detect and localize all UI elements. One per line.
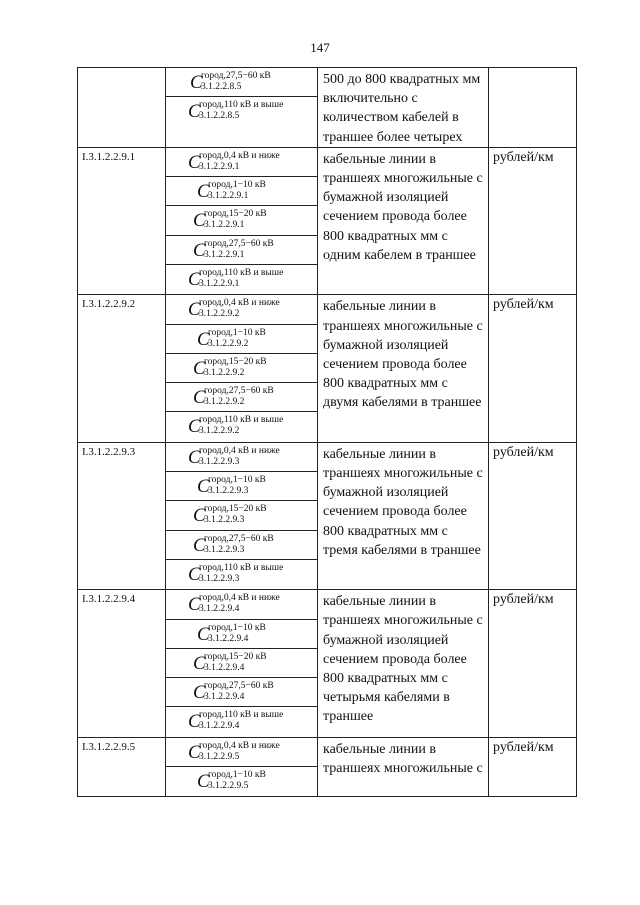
formula-line xyxy=(166,443,317,472)
table-row xyxy=(78,295,577,442)
formula-superscript: город,27,5−60 кВ xyxy=(204,386,274,397)
formula-line xyxy=(166,68,317,97)
formula-symbol: C xyxy=(197,476,210,498)
formula-line xyxy=(166,206,317,235)
tariff-table-body xyxy=(78,68,577,797)
formula-subscript: 3.1.2.2.9.1 xyxy=(199,279,240,289)
table-row xyxy=(78,442,577,589)
formula-superscript: город,27,5−60 кВ xyxy=(204,238,274,249)
formula-subscript: 3.1.2.2.9.3 xyxy=(204,515,245,526)
table-row xyxy=(78,68,577,148)
row-description: 500 до 800 квадратных мм включительно с количеством кабелей в траншее более четырех xyxy=(318,68,489,148)
formula-subscript: 3.1.2.2.9.4 xyxy=(204,662,245,673)
formula-symbol: C xyxy=(193,682,206,704)
formula-superscript: город,1−10 кВ xyxy=(208,180,266,191)
formula-superscript: город,0,4 кВ и ниже xyxy=(199,740,280,751)
row-description: кабельные линии в траншеях многожильные с бумажной изоляцией сечением провода более 800 квадратных мм с одним кабелем в траншее xyxy=(318,147,489,294)
formula-subscript: 3.1.2.2.9.3 xyxy=(208,486,249,497)
formula-line xyxy=(166,97,317,126)
formula-symbol: C xyxy=(188,594,201,616)
formula-line xyxy=(166,501,317,530)
formula-line xyxy=(166,472,317,501)
formula-superscript: город,1−10 кВ xyxy=(208,622,266,633)
formula-superscript: город,27,5−60 кВ xyxy=(204,533,274,544)
formula-subscript: 3.1.2.2.9.2 xyxy=(204,367,245,378)
formula-superscript: город,110 кВ и выше xyxy=(199,710,284,721)
formula-symbol: C xyxy=(188,741,201,763)
formula-subscript: 3.1.2.2.9.3 xyxy=(199,456,240,467)
formula-line xyxy=(166,177,317,206)
formula-subscript: 3.1.2.2.9.2 xyxy=(204,397,245,408)
formula-subscript: 3.1.2.2.9.1 xyxy=(204,249,245,260)
formula-subscript: 3.1.2.2.9.1 xyxy=(208,191,249,202)
formula-superscript: город,110 кВ и выше xyxy=(199,100,284,111)
row-description: кабельные линии в траншеях многожильные с xyxy=(318,737,489,797)
table-row xyxy=(78,590,577,737)
formula-line xyxy=(166,265,317,294)
page-number: 147 xyxy=(310,40,330,55)
row-code: I.3.1.2.2.9.1 xyxy=(78,147,166,294)
formula-line xyxy=(166,649,317,678)
formula-superscript: город,15−20 кВ xyxy=(204,651,267,662)
row-unit: рублей/км xyxy=(489,147,577,294)
formula-cell xyxy=(166,442,318,589)
formula-line xyxy=(166,325,317,354)
formula-symbol: C xyxy=(193,505,206,527)
row-description: кабельные линии в траншеях многожильные с бумажной изоляцией сечением провода более 800 квадратных мм с двумя кабелями в траншее xyxy=(318,295,489,442)
formula-line xyxy=(166,354,317,383)
row-description: кабельные линии в траншеях многожильные с бумажной изоляцией сечением провода более 800 квадратных мм с четырьмя кабелями в траншее xyxy=(318,590,489,737)
formula-symbol: C xyxy=(188,151,201,173)
formula-line xyxy=(166,236,317,265)
formula-symbol: C xyxy=(188,299,201,321)
formula-symbol: C xyxy=(193,239,206,261)
formula-superscript: город,110 кВ и выше xyxy=(199,415,284,426)
formula-subscript: 3.1.2.2.8.5 xyxy=(199,111,240,122)
formula-line xyxy=(166,707,317,736)
formula-subscript: 3.1.2.2.9.2 xyxy=(199,309,240,320)
formula-line xyxy=(166,295,317,324)
formula-line xyxy=(166,678,317,707)
formula-superscript: город,15−20 кВ xyxy=(204,209,267,220)
row-description: кабельные линии в траншеях многожильные с бумажной изоляцией сечением провода более 800 квадратных мм с тремя кабелями в траншее xyxy=(318,442,489,589)
formula-symbol: C xyxy=(197,623,210,645)
formula-subscript: 3.1.2.2.9.2 xyxy=(208,338,249,349)
formula-symbol: C xyxy=(193,534,206,556)
formula-cell xyxy=(166,590,318,737)
formula-cell xyxy=(166,295,318,442)
row-code: I.3.1.2.2.9.2 xyxy=(78,295,166,442)
formula-subscript: 3.1.2.2.9.4 xyxy=(199,604,240,615)
formula-line xyxy=(166,560,317,589)
formula-symbol: C xyxy=(188,446,201,468)
formula-subscript: 3.1.2.2.9.1 xyxy=(199,161,240,172)
tariff-table xyxy=(77,67,577,797)
formula-symbol: C xyxy=(188,269,201,290)
formula-superscript: город,0,4 кВ и ниже xyxy=(199,445,280,456)
formula-subscript: 3.1.2.2.9.5 xyxy=(208,781,249,792)
formula-superscript: город,110 кВ и выше xyxy=(199,268,284,278)
formula-line xyxy=(166,383,317,412)
formula-line xyxy=(166,412,317,441)
formula-symbol: C xyxy=(197,328,210,350)
formula-superscript: город,15−20 кВ xyxy=(204,504,267,515)
formula-subscript: 3.1.2.2.9.4 xyxy=(204,692,245,703)
formula-symbol: C xyxy=(188,416,201,438)
formula-superscript: город,27,5−60 кВ xyxy=(201,71,271,81)
formula-line xyxy=(166,148,317,177)
formula-subscript: 3.1.2.2.9.2 xyxy=(199,426,240,437)
formula-symbol: C xyxy=(188,101,201,123)
formula-superscript: город,1−10 кВ xyxy=(208,327,266,338)
formula-symbol: C xyxy=(193,357,206,379)
formula-line xyxy=(166,531,317,560)
formula-subscript: 3.1.2.2.9.1 xyxy=(204,220,245,231)
formula-superscript: город,1−10 кВ xyxy=(208,770,266,781)
formula-superscript: город,1−10 кВ xyxy=(208,475,266,486)
formula-cell xyxy=(166,737,318,797)
formula-symbol: C xyxy=(197,181,210,203)
row-code: I.3.1.2.2.9.3 xyxy=(78,442,166,589)
formula-superscript: город,0,4 кВ и ниже xyxy=(199,298,280,309)
formula-subscript: 3.1.2.2.9.4 xyxy=(208,633,249,644)
formula-symbol: C xyxy=(193,387,206,409)
formula-symbol: C xyxy=(193,210,206,232)
row-unit: рублей/км xyxy=(489,590,577,737)
formula-line xyxy=(166,767,317,796)
formula-subscript: 3.1.2.2.9.3 xyxy=(204,544,245,555)
row-unit xyxy=(489,68,577,148)
formula-symbol: C xyxy=(193,652,206,674)
row-unit: рублей/км xyxy=(489,442,577,589)
table-row xyxy=(78,147,577,294)
formula-subscript: 3.1.2.2.9.5 xyxy=(199,751,240,762)
formula-symbol: C xyxy=(190,72,203,93)
row-unit: рублей/км xyxy=(489,737,577,797)
formula-superscript: город,15−20 кВ xyxy=(204,356,267,367)
formula-line xyxy=(166,590,317,619)
formula-subscript: 3.1.2.2.8.5 xyxy=(201,82,242,92)
formula-subscript: 3.1.2.2.9.3 xyxy=(199,573,240,584)
formula-superscript: город,0,4 кВ и ниже xyxy=(199,593,280,604)
row-code: I.3.1.2.2.9.5 xyxy=(78,737,166,797)
row-unit: рублей/км xyxy=(489,295,577,442)
formula-symbol: C xyxy=(188,711,201,733)
formula-superscript: город,110 кВ и выше xyxy=(199,562,284,573)
formula-superscript: город,27,5−60 кВ xyxy=(204,681,274,692)
formula-subscript: 3.1.2.2.9.4 xyxy=(199,721,240,732)
table-row xyxy=(78,737,577,797)
formula-line xyxy=(166,620,317,649)
formula-symbol: C xyxy=(188,563,201,585)
formula-cell xyxy=(166,147,318,294)
formula-superscript: город,0,4 кВ и ниже xyxy=(199,150,280,161)
row-code: I.3.1.2.2.9.4 xyxy=(78,590,166,737)
formula-line xyxy=(166,738,317,767)
row-code xyxy=(78,68,166,148)
formula-cell xyxy=(166,68,318,148)
formula-symbol: C xyxy=(197,771,210,793)
